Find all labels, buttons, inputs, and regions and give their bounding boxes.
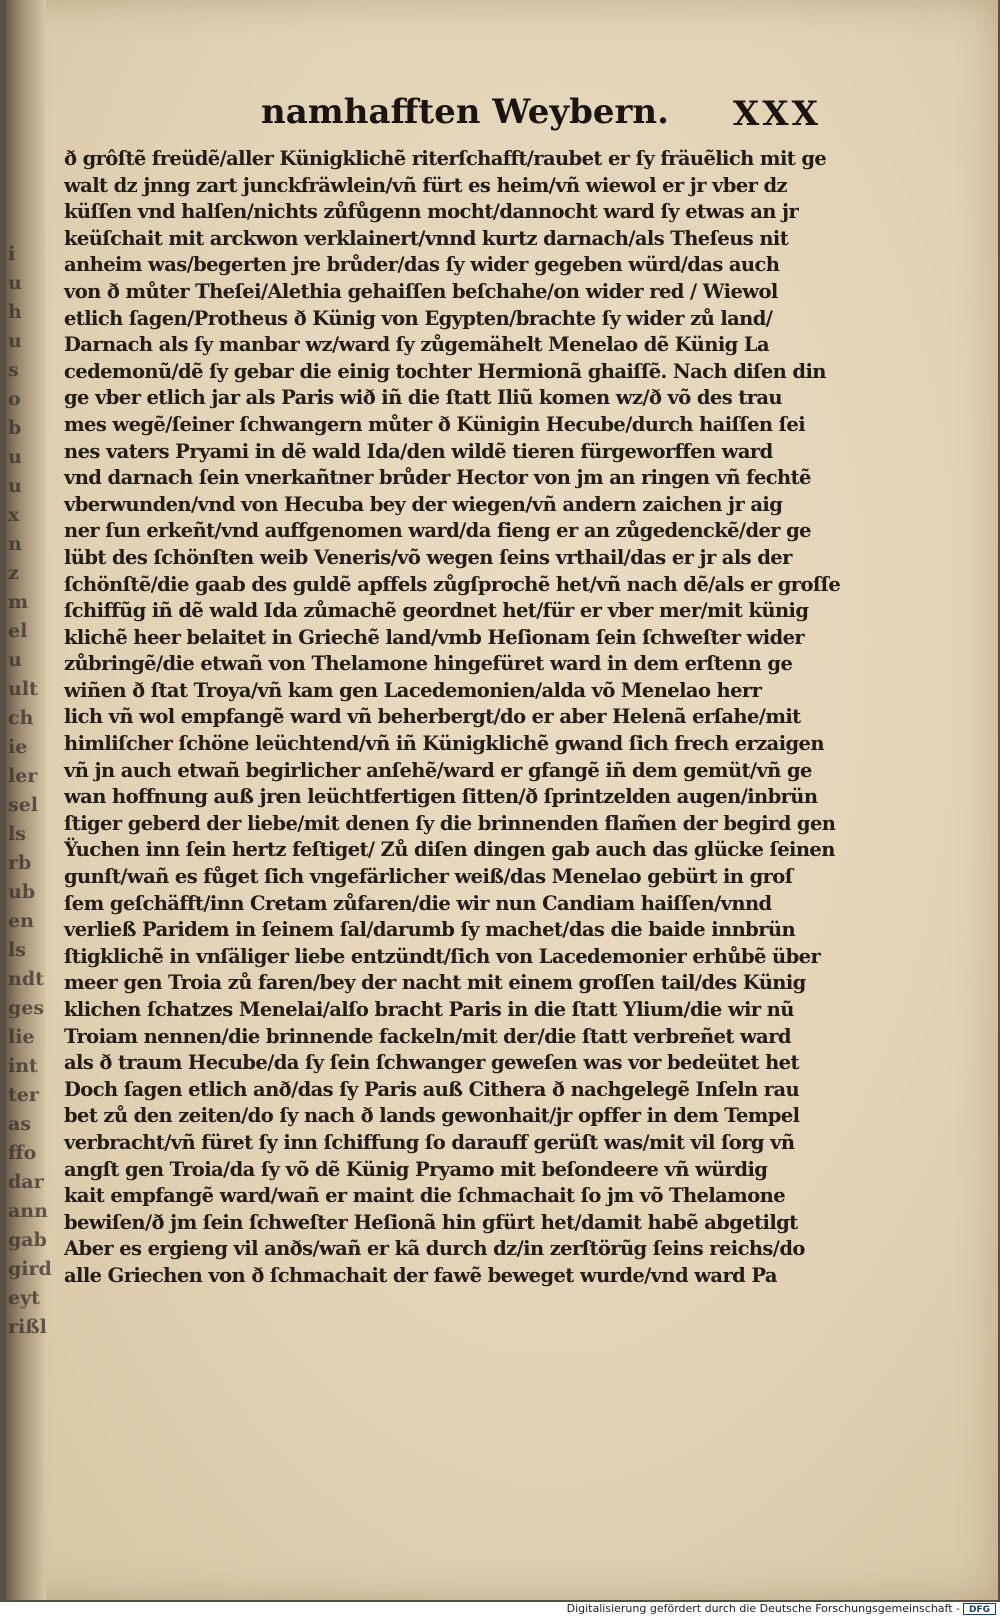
bleed-fragment: gird bbox=[8, 1258, 52, 1280]
text-line: zůbringẽ/die etwañ von Thelamone hingefüret ward in dem erſtenn ge bbox=[64, 652, 793, 676]
bleed-fragment: dar bbox=[8, 1171, 44, 1193]
bleed-fragment: b bbox=[8, 417, 22, 439]
bleed-fragment: lie bbox=[8, 1026, 35, 1048]
bleed-fragment: s bbox=[8, 359, 19, 381]
bleed-fragment: ch bbox=[8, 707, 34, 729]
bleed-fragment: ie bbox=[8, 736, 28, 758]
text-line: Darnach als ſy manbar wz/ward ſy zůgemähelt Menelao dẽ Künig La bbox=[64, 333, 770, 357]
text-line: ſtiger geberd der liebe/mit denen ſy die brinnenden flam̃en der begird gen bbox=[64, 811, 836, 835]
text-line: verbracht/vñ füret ſy inn ſchiffung ſo darauff gerüſt was/mit vil ſorg vñ bbox=[64, 1130, 795, 1154]
text-line: keüſchait mit arckwon verklainert/vnnd kurtz darnach/als Theſeus nit bbox=[64, 226, 789, 250]
bleed-fragment: ann bbox=[8, 1200, 48, 1222]
text-line: cedemonũ/dẽ ſy gebar die einig tochter Hermionã ghaiſſẽ. Nach diſen din bbox=[64, 359, 826, 383]
bleed-fragment: ult bbox=[8, 678, 38, 700]
bleed-fragment: gab bbox=[8, 1229, 47, 1251]
body-text bbox=[64, 146, 841, 1290]
text-line: Troiam nennen/die brinnende fackeln/mit der/die ſtatt verbreñet ward bbox=[64, 1024, 791, 1048]
text-line: ſchönſtẽ/die gaab des guldẽ apffels zůgſprochẽ het/vñ nach dẽ/als er groſſe bbox=[64, 572, 841, 596]
text-line: verließ Paridem in ſeinem ſal/darumb ſy machet/das die baide innbrün bbox=[64, 918, 796, 942]
text-line: klichen ſchatzes Menelai/alſo bracht Paris in die ſtatt Ylium/die wir nũ bbox=[64, 998, 794, 1021]
margin-bleed-through bbox=[8, 240, 52, 1342]
text-line: klichẽ heer belaitet in Griechẽ land/vmb Heſionam ſein ſchweſter wider bbox=[64, 625, 805, 649]
dfg-logo: DFG bbox=[963, 1603, 996, 1615]
text-line: alle Griechen von ð ſchmachait der fawẽ beweget wurde/vnd ward Pa bbox=[64, 1263, 777, 1287]
bleed-fragment: ter bbox=[8, 1084, 39, 1106]
bleed-fragment: sel bbox=[8, 794, 39, 816]
bleed-fragment: el bbox=[8, 620, 28, 642]
book-page bbox=[6, 0, 998, 1600]
text-line: bet zů den zeiten/do ſy nach ð lands gewonhait/jr opffer in dem Tempel bbox=[64, 1104, 800, 1128]
bleed-fragment: rißl bbox=[8, 1316, 47, 1338]
bleed-fragment: rb bbox=[8, 852, 32, 874]
text-line: vñ jn auch etwañ begirlicher anſehẽ/ward er gfangẽ iñ dem gemüt/vñ ge bbox=[64, 758, 812, 782]
bleed-fragment: ub bbox=[8, 881, 36, 903]
bleed-fragment: h bbox=[8, 301, 22, 323]
bleed-fragment: as bbox=[8, 1113, 32, 1135]
text-line: kait empfangẽ ward/wañ er maint die ſchmachait ſo jm võ Thelamone bbox=[64, 1184, 785, 1208]
bleed-fragment: x bbox=[8, 504, 20, 526]
text-line: Ÿuchen inn ſein hertz feſtiget/ Zů diſen dingen gab auch das glücke ſeinen bbox=[64, 838, 835, 862]
text-line: meer gen Troia zů faren/bey der nacht mit einem groſſen tail/des Künig bbox=[64, 971, 806, 995]
bleed-fragment: n bbox=[8, 533, 22, 555]
text-line: nes vaters Pryami in dẽ wald Ida/den wildẽ tieren fürgeworffen ward bbox=[64, 439, 773, 463]
bleed-fragment: u bbox=[8, 649, 22, 671]
bleed-fragment: ls bbox=[8, 823, 26, 845]
text-line: ge vber etlich jar als Paris wið iñ die ſtatt Iliũ komen wz/ð võ des trau bbox=[64, 386, 782, 410]
text-line: gunſt/wañ es fůget ſich vngefärlicher weiß/das Menelao gebürt in groſ bbox=[64, 865, 793, 889]
text-line: bewiſen/ð jm ſein ſchweſter Heſionã hin gfürt het/damit habẽ abgetilgt bbox=[64, 1210, 798, 1234]
text-line: Doch ſagen etlich anð/das ſy Paris auß Cithera ð nachgelegẽ Inſeln rau bbox=[64, 1077, 800, 1101]
bleed-fragment: u bbox=[8, 446, 22, 468]
bleed-fragment: ler bbox=[8, 765, 38, 787]
digitization-credit: Digitalisierung gefördert durch die Deutsche Forschungsgemeinschaft - bbox=[566, 1602, 960, 1615]
text-line: etlich ſagen/Protheus ð Künig von Egypten/brachte ſy wider zů land/ bbox=[64, 306, 773, 330]
page-header bbox=[261, 92, 821, 142]
text-line: wan hoffnung auß jren leüchtfertigen ſitten/ð ſprintzelden augen/inbrün bbox=[64, 785, 818, 809]
text-line: vberwunden/vnd von Hecuba bey der wiegen/vñ andern zaichen jr aig bbox=[64, 492, 783, 516]
text-line: als ð traum Hecube/da ſy ſein ſchwanger geweſen was vor bedeütet het bbox=[64, 1051, 799, 1075]
text-line: Aber es ergieng vil anðs/wañ er kã durch dz/in zerſtörũg ſeins reichs/do bbox=[64, 1237, 805, 1261]
bleed-fragment: ffo bbox=[8, 1142, 37, 1164]
text-line: küſſen vnd halſen/nichts zůfůgenn mocht/dannocht ward ſy etwas an jr bbox=[64, 200, 799, 224]
footer-bar bbox=[0, 1602, 1000, 1616]
bleed-fragment: z bbox=[8, 562, 19, 584]
bleed-fragment: u bbox=[8, 475, 22, 497]
text-line: ð grôſtẽ freüdẽ/aller Künigklichẽ riterſchafft/raubet er ſy fräuẽlich mit ge bbox=[64, 147, 827, 170]
bleed-fragment: i bbox=[8, 243, 16, 265]
bleed-fragment: int bbox=[8, 1055, 38, 1077]
folio-number: XXX bbox=[732, 94, 821, 134]
text-line: ner ſun erkeñt/vnd auffgenomen ward/da fieng er an zůgedenckẽ/der ge bbox=[64, 519, 811, 543]
bleed-fragment: en bbox=[8, 910, 34, 932]
text-line: mes wegẽ/ſeiner ſchwangern můter ð Künigin Hecube/durch haiſſen ſei bbox=[64, 412, 806, 436]
running-title: namhafften Weybern. bbox=[261, 92, 669, 132]
text-line: ſem geſchäfft/inn Cretam zůfaren/die wir nun Candiam haiſſen/vnnd bbox=[64, 891, 772, 915]
text-line: lübt des ſchönſten weib Veneris/võ wegen ſeins vrthail/das er jr als der bbox=[64, 545, 792, 569]
bleed-fragment: ndt bbox=[8, 968, 44, 990]
text-line: vnd darnach ſein vnerkañtner brůder Hector von jm an ringen vñ fechtẽ bbox=[64, 466, 811, 490]
text-line: lich vñ wol empfangẽ ward vñ beherbergt/do er aber Helenã erſahe/mit bbox=[64, 705, 801, 729]
text-line: anheim was/begerten jre brůder/das ſy wider gegeben würd/das auch bbox=[64, 253, 780, 277]
bleed-fragment: u bbox=[8, 272, 22, 294]
bleed-fragment: ges bbox=[8, 997, 45, 1019]
bleed-fragment: ls bbox=[8, 939, 26, 961]
text-line: wiñen ð ſtat Troya/vñ kam gen Lacedemonien/alda võ Menelao herr bbox=[64, 678, 762, 702]
text-line: angſt gen Troia/da ſy võ dẽ Künig Pryamo mit beſondeere vñ würdig bbox=[64, 1157, 768, 1181]
bleed-fragment: o bbox=[8, 388, 21, 410]
text-line: ſtigklichẽ in vnſäliger liebe entzündt/ſich von Lacedemonier erhůbẽ über bbox=[64, 944, 821, 968]
bleed-fragment: eyt bbox=[8, 1287, 40, 1309]
bleed-fragment: u bbox=[8, 330, 22, 352]
text-line: walt dz jnng zart junckfräwlein/vñ fürt es heim/vñ wiewol er jr vber dz bbox=[64, 173, 788, 197]
bleed-fragment: m bbox=[8, 591, 29, 613]
text-line: ſchiffũg iñ dẽ wald Ida zůmachẽ geordnet het/für er vber mer/mit künig bbox=[64, 599, 809, 623]
text-line: von ð můter Theſei/Alethia gehaiſſen beſchahe/on wider red / Wiewol bbox=[64, 279, 778, 303]
text-line: himliſcher ſchöne leüchtend/vñ iñ Künigklichẽ gwand ſich frech erzaigen bbox=[64, 732, 824, 756]
